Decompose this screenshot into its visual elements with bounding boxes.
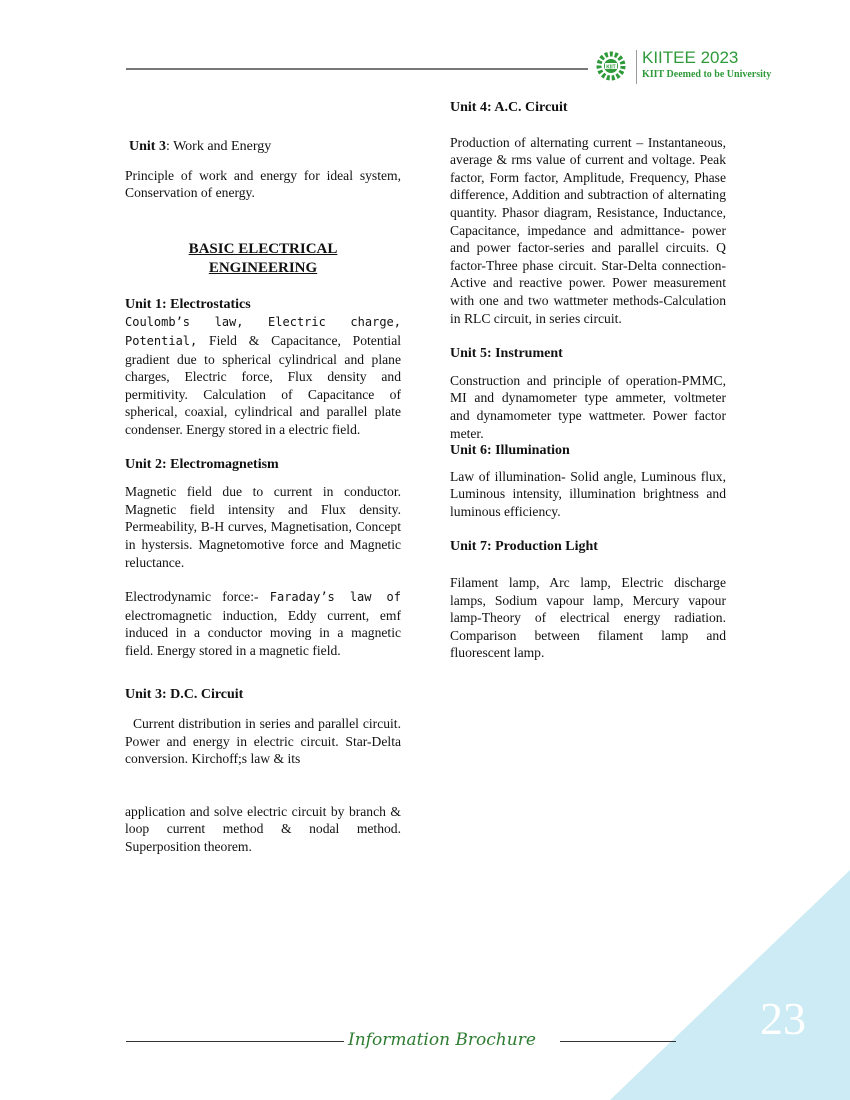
work-energy-heading-prefix: Unit 3 [129, 139, 166, 154]
corner-triangle [610, 870, 850, 1100]
footer-rule-right [560, 1041, 676, 1042]
section-title-line1: BASIC ELECTRICAL [188, 240, 338, 257]
illumination-heading: Unit 6: Illumination [450, 443, 570, 459]
page-number: 23 [760, 993, 806, 1044]
dc-circuit-body: Current distribution in series and parallel circuit. Power and energy in electric circuit. Star-Delta conversion. Kirchoff;s law & its [125, 716, 405, 767]
instrument-heading: Unit 5: Instrument [450, 346, 563, 362]
electrostatics-body [125, 313, 401, 438]
dc-circuit-heading: Unit 3: D.C. Circuit [125, 687, 244, 703]
work-energy-heading [125, 138, 401, 156]
instrument-body: Construction and principle of operation-PMMC, MI and dynamometer type ammeter, voltmeter and dynamometer type wattmeter. Power factor meter. [450, 372, 726, 441]
right-column [450, 99, 726, 662]
section-title [125, 240, 401, 278]
electrodynamic-body-mono: Faraday’s law of [269, 590, 402, 605]
ac-circuit-heading: Unit 4: A.C. Circuit [450, 100, 568, 115]
section-title-line2: ENGINEERING [208, 259, 318, 276]
kiit-logo [590, 48, 790, 88]
electromagnetism-body: Magnetic field due to current in conductor. Magnetic field intensity and Flux density. Permeability, B-H curves, Magnetisation, Concept in hystersis. Magnetomotive force and Magnetic reluctance. [125, 484, 401, 570]
kiit-emblem-icon [590, 48, 632, 84]
dc-circuit-body-continued: application and solve electric circuit by branch & loop current method & nodal method. Superposition theorem. [125, 803, 401, 855]
electrodynamic-body-a: Electrodynamic force:- [125, 589, 270, 605]
logo-title: KIITEE 2023 [642, 48, 739, 67]
left-column [125, 138, 405, 856]
logo-divider [636, 50, 637, 84]
electrostatics-body-rest: Field & Capacitance, Potential gradient due to spherical cylindrical and plane charges, Electric force, Flux density and permitivity. Calculation of Capacitance of spherical, coaxial, cylindrical and parallel plate condenser. Energy stored in a electric field. [125, 332, 401, 437]
footer-rule-left [126, 1041, 344, 1042]
ac-circuit-body: Production of alternating current – Instantaneous, average & rms value of current and voltage. Peak factor, Form factor, Amplitude, Frequency, Phase difference, Addition and subtraction of alternating quantity. Phasor diagram, Resistance, Inductance, Capacitance, impedance and admittance- power and power factor-series and parallel circuits. Q factor-Three phase circuit. Star-Delta connection-Active and reactive power. Power measurement with one and two wattmeter methods-Calculation in RLC circuit, in series circuit. [450, 134, 726, 326]
production-light-heading: Unit 7: Production Light [450, 539, 598, 555]
electrostatics-body-mono: Coulomb’s law, Electric charge, Potential, [125, 315, 401, 348]
work-energy-heading-suffix: : Work and Energy [165, 139, 272, 154]
illumination-body: Law of illumination- Solid angle, Luminous flux, Luminous intensity, illumination brightness and luminous efficiency. [450, 468, 726, 519]
footer-label: Information Brochure [348, 1030, 536, 1050]
electrodynamic-body [125, 588, 401, 659]
logo-subtitle: KIIT Deemed to be University [642, 69, 772, 80]
svg-text:KIIT: KIIT [606, 64, 616, 71]
production-light-body: Filament lamp, Arc lamp, Electric discharge lamps, Sodium vapour lamp, Mercury vapour lamp-Theory of electrical energy radiation. Comparison between filament lamp and fluorescent lamp. [450, 575, 726, 661]
electrodynamic-body-b: electromagnetic induction, Eddy current, emf induced in a conductor moving in a magnetic field. Energy stored in a magnetic field. [125, 607, 401, 658]
work-energy-body: Principle of work and energy for ideal system, Conservation of energy. [125, 167, 401, 201]
electrostatics-heading: Unit 1: Electrostatics [125, 296, 251, 312]
electromagnetism-heading: Unit 2: Electromagnetism [125, 456, 279, 472]
header-rule [126, 68, 588, 70]
